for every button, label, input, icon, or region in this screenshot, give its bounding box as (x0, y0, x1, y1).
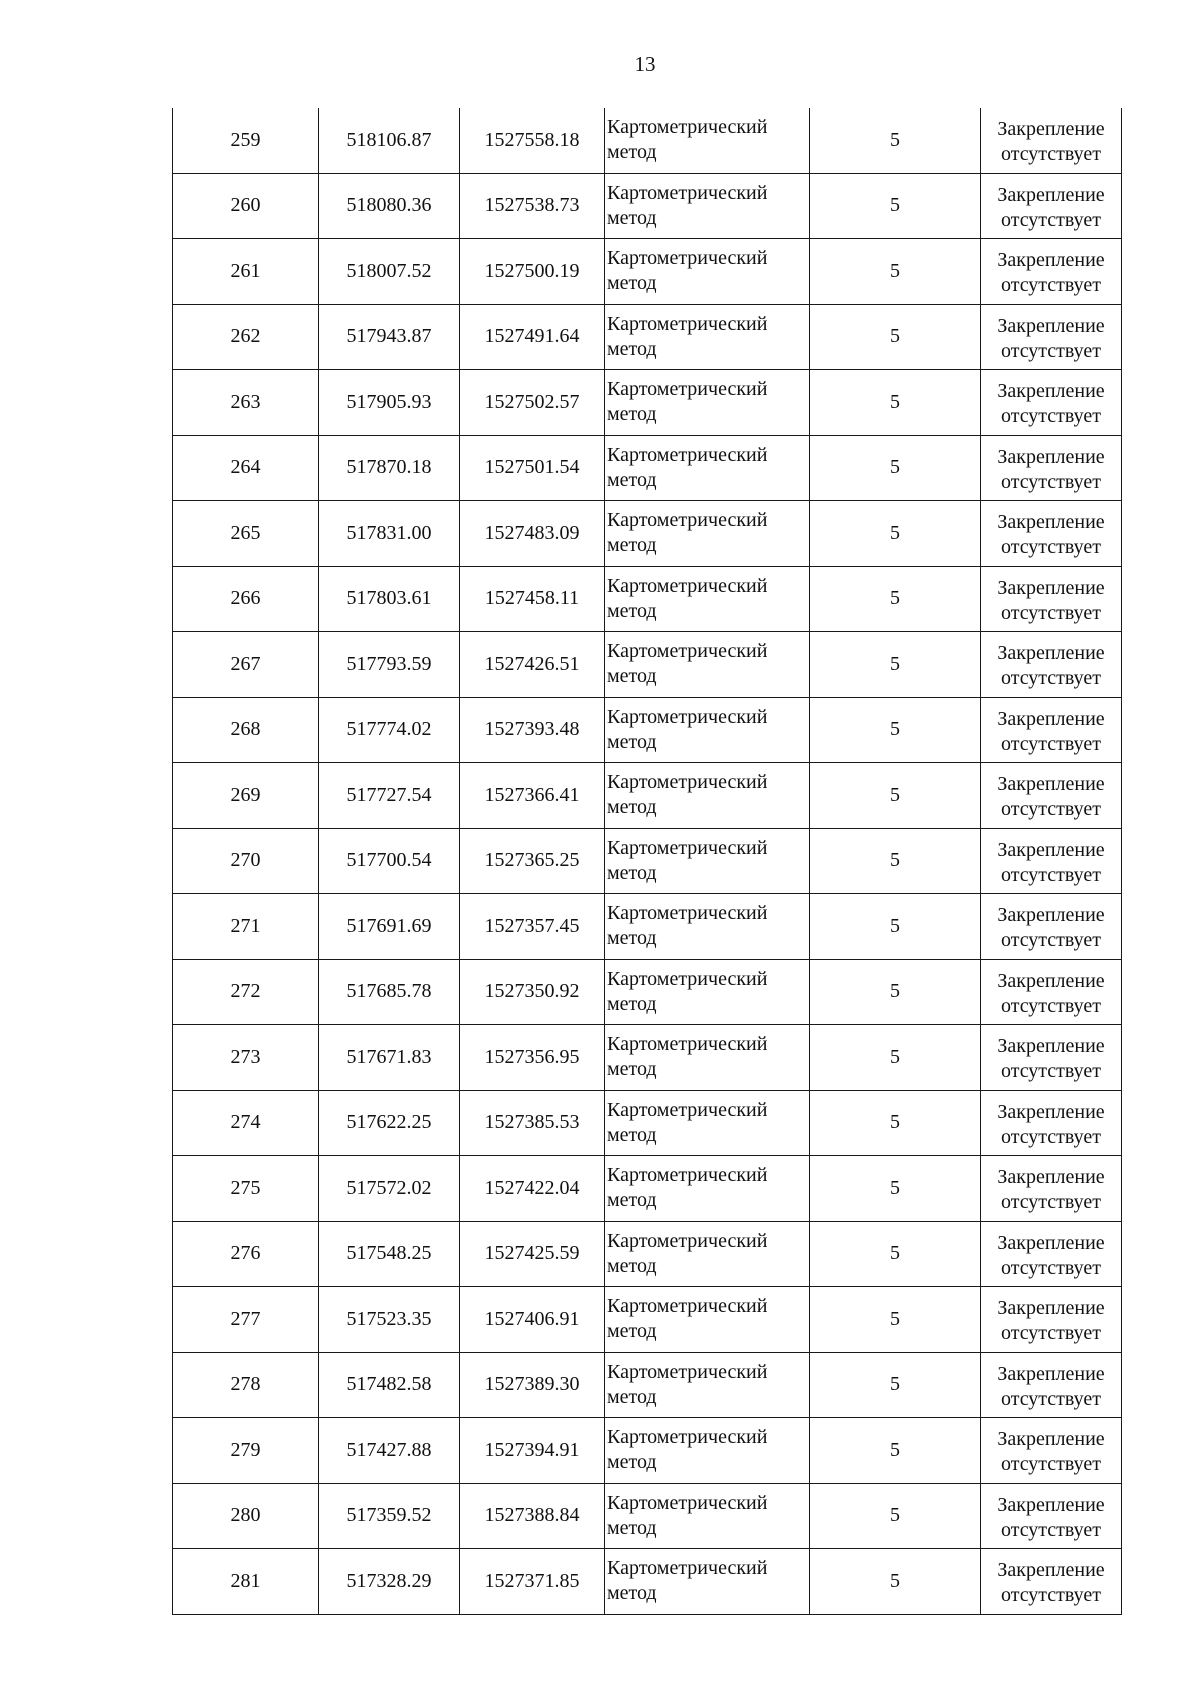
fixation-text-line: Закрепление (997, 314, 1105, 337)
x-coordinate-cell: 518106.87 (319, 108, 460, 173)
method-cell (605, 959, 810, 1025)
y-coordinate-cell: 1527501.54 (460, 435, 605, 501)
accuracy-cell: 5 (810, 1352, 981, 1418)
table-row (173, 894, 1122, 960)
method-text-line: метод (607, 861, 657, 884)
fixation-text-line: Закрепление (997, 1493, 1105, 1516)
y-coordinate-cell: 1527500.19 (460, 239, 605, 305)
table-row (173, 108, 1122, 173)
y-coordinate-cell: 1527406.91 (460, 1287, 605, 1353)
method-text-line: Картометрический (607, 574, 768, 597)
point-number-cell: 280 (173, 1483, 319, 1549)
table-row (173, 435, 1122, 501)
fixation-text-line: отсутствует (1000, 208, 1102, 231)
x-coordinate-cell: 517870.18 (319, 435, 460, 501)
fixation-text-line: Закрепление (997, 118, 1105, 141)
method-text-line: Картометрический (607, 1033, 768, 1056)
fixation-text-line: отсутствует (1000, 274, 1102, 297)
method-cell (605, 894, 810, 960)
fixation-cell (981, 108, 1122, 173)
fixation-text-line: отсутствует (1000, 601, 1102, 624)
y-coordinate-cell: 1527350.92 (460, 959, 605, 1025)
x-coordinate-cell: 517427.88 (319, 1418, 460, 1484)
fixation-text-line: отсутствует (1000, 667, 1102, 690)
x-coordinate-cell: 517803.61 (319, 566, 460, 632)
fixation-text-line: отсутствует (1000, 798, 1102, 821)
method-text-line: метод (607, 1582, 657, 1605)
point-number-cell: 262 (173, 304, 319, 370)
method-cell (605, 108, 810, 173)
fixation-cell (981, 501, 1122, 567)
table-row (173, 1221, 1122, 1287)
point-number-cell: 266 (173, 566, 319, 632)
point-number-cell: 264 (173, 435, 319, 501)
accuracy-cell: 5 (810, 828, 981, 894)
y-coordinate-cell: 1527385.53 (460, 1090, 605, 1156)
fixation-text-line: Закрепление (997, 445, 1105, 468)
table-row (173, 1483, 1122, 1549)
fixation-cell (981, 173, 1122, 239)
y-coordinate-cell: 1527422.04 (460, 1156, 605, 1222)
y-coordinate-cell: 1527425.59 (460, 1221, 605, 1287)
fixation-text-line: Закрепление (997, 511, 1105, 534)
fixation-text-line: отсутствует (1000, 1256, 1102, 1279)
method-text-line: Картометрический (607, 1295, 768, 1318)
y-coordinate-cell: 1527426.51 (460, 632, 605, 698)
x-coordinate-cell: 517548.25 (319, 1221, 460, 1287)
method-text-line: Картометрический (607, 378, 768, 401)
method-text-line: метод (607, 272, 657, 295)
method-text-line: метод (607, 1451, 657, 1474)
y-coordinate-cell: 1527388.84 (460, 1483, 605, 1549)
fixation-text-line: отсутствует (1000, 536, 1102, 559)
fixation-text-line: отсутствует (1000, 470, 1102, 493)
table-row (173, 697, 1122, 763)
fixation-text-line: Закрепление (997, 707, 1105, 730)
method-cell (605, 763, 810, 829)
x-coordinate-cell: 517943.87 (319, 304, 460, 370)
method-text-line: метод (607, 796, 657, 819)
fixation-cell (981, 763, 1122, 829)
y-coordinate-cell: 1527394.91 (460, 1418, 605, 1484)
fixation-cell (981, 697, 1122, 763)
fixation-cell (981, 894, 1122, 960)
method-text-line: Картометрический (607, 1491, 768, 1514)
fixation-cell (981, 1090, 1122, 1156)
y-coordinate-cell: 1527458.11 (460, 566, 605, 632)
table-row (173, 1156, 1122, 1222)
x-coordinate-cell: 517359.52 (319, 1483, 460, 1549)
y-coordinate-cell: 1527538.73 (460, 173, 605, 239)
table-row (173, 828, 1122, 894)
accuracy-cell: 5 (810, 239, 981, 305)
x-coordinate-cell: 517328.29 (319, 1549, 460, 1615)
fixation-text-line: отсутствует (1000, 863, 1102, 886)
method-text-line: Картометрический (607, 443, 768, 466)
fixation-text-line: отсутствует (1000, 1322, 1102, 1345)
y-coordinate-cell: 1527483.09 (460, 501, 605, 567)
fixation-text-line: Закрепление (997, 1362, 1105, 1385)
table-row (173, 1352, 1122, 1418)
fixation-cell (981, 435, 1122, 501)
method-text-line: Картометрический (607, 1426, 768, 1449)
method-cell (605, 173, 810, 239)
accuracy-cell: 5 (810, 173, 981, 239)
table-row (173, 959, 1122, 1025)
fixation-cell (981, 1418, 1122, 1484)
method-text-line: Картометрический (607, 181, 768, 204)
fixation-cell (981, 566, 1122, 632)
fixation-cell (981, 239, 1122, 305)
method-text-line: Картометрический (607, 1098, 768, 1121)
fixation-text-line: Закрепление (997, 1100, 1105, 1123)
table-row (173, 370, 1122, 436)
table-row (173, 173, 1122, 239)
method-cell (605, 566, 810, 632)
accuracy-cell: 5 (810, 1418, 981, 1484)
fixation-text-line: Закрепление (997, 838, 1105, 861)
method-text-line: метод (607, 927, 657, 950)
y-coordinate-cell: 1527356.95 (460, 1025, 605, 1091)
method-text-line: Картометрический (607, 312, 768, 335)
method-text-line: Картометрический (607, 1557, 768, 1580)
fixation-text-line: отсутствует (1000, 1125, 1102, 1148)
fixation-text-line: отсутствует (1000, 143, 1102, 166)
fixation-cell (981, 1221, 1122, 1287)
x-coordinate-cell: 518080.36 (319, 173, 460, 239)
accuracy-cell: 5 (810, 1483, 981, 1549)
fixation-text-line: Закрепление (997, 183, 1105, 206)
point-number-cell: 281 (173, 1549, 319, 1615)
fixation-text-line: отсутствует (1000, 1518, 1102, 1541)
fixation-text-line: Закрепление (997, 249, 1105, 272)
point-number-cell: 270 (173, 828, 319, 894)
x-coordinate-cell: 517700.54 (319, 828, 460, 894)
table-row (173, 501, 1122, 567)
x-coordinate-cell: 517793.59 (319, 632, 460, 698)
method-cell (605, 697, 810, 763)
x-coordinate-cell: 517523.35 (319, 1287, 460, 1353)
method-text-line: метод (607, 1385, 657, 1408)
accuracy-cell: 5 (810, 304, 981, 370)
method-text-line: метод (607, 468, 657, 491)
method-cell (605, 1418, 810, 1484)
point-number-cell: 272 (173, 959, 319, 1025)
fixation-cell (981, 370, 1122, 436)
fixation-text-line: отсутствует (1000, 1387, 1102, 1410)
fixation-text-line: Закрепление (997, 1559, 1105, 1582)
point-number-cell: 263 (173, 370, 319, 436)
fixation-text-line: отсутствует (1000, 732, 1102, 755)
fixation-text-line: Закрепление (997, 904, 1105, 927)
accuracy-cell: 5 (810, 763, 981, 829)
table-row (173, 632, 1122, 698)
fixation-text-line: отсутствует (1000, 994, 1102, 1017)
method-text-line: Картометрический (607, 116, 768, 139)
fixation-cell (981, 1352, 1122, 1418)
method-text-line: Картометрический (607, 771, 768, 794)
accuracy-cell: 5 (810, 435, 981, 501)
fixation-text-line: Закрепление (997, 1428, 1105, 1451)
x-coordinate-cell: 518007.52 (319, 239, 460, 305)
table-row (173, 763, 1122, 829)
method-text-line: Картометрический (607, 1360, 768, 1383)
method-text-line: Картометрический (607, 836, 768, 859)
method-cell (605, 1483, 810, 1549)
accuracy-cell: 5 (810, 1025, 981, 1091)
y-coordinate-cell: 1527357.45 (460, 894, 605, 960)
point-number-cell: 265 (173, 501, 319, 567)
accuracy-cell: 5 (810, 1221, 981, 1287)
method-cell (605, 1156, 810, 1222)
point-number-cell: 276 (173, 1221, 319, 1287)
fixation-text-line: Закрепление (997, 576, 1105, 599)
x-coordinate-cell: 517727.54 (319, 763, 460, 829)
method-cell (605, 1025, 810, 1091)
table-row (173, 239, 1122, 305)
fixation-cell (981, 1025, 1122, 1091)
fixation-text-line: отсутствует (1000, 339, 1102, 362)
fixation-text-line: Закрепление (997, 380, 1105, 403)
method-cell (605, 1352, 810, 1418)
method-cell (605, 1549, 810, 1615)
fixation-text-line: отсутствует (1000, 1060, 1102, 1083)
method-cell (605, 632, 810, 698)
method-text-line: метод (607, 665, 657, 688)
accuracy-cell: 5 (810, 894, 981, 960)
fixation-cell (981, 1287, 1122, 1353)
fixation-text-line: отсутствует (1000, 1584, 1102, 1607)
method-cell (605, 1221, 810, 1287)
y-coordinate-cell: 1527502.57 (460, 370, 605, 436)
method-text-line: Картометрический (607, 640, 768, 663)
table-row (173, 566, 1122, 632)
x-coordinate-cell: 517691.69 (319, 894, 460, 960)
point-number-cell: 273 (173, 1025, 319, 1091)
point-number-cell: 271 (173, 894, 319, 960)
table-row (173, 1090, 1122, 1156)
accuracy-cell: 5 (810, 108, 981, 173)
point-number-cell: 267 (173, 632, 319, 698)
fixation-text-line: Закрепление (997, 969, 1105, 992)
method-text-line: метод (607, 1123, 657, 1146)
accuracy-cell: 5 (810, 1549, 981, 1615)
accuracy-cell: 5 (810, 1287, 981, 1353)
accuracy-cell: 5 (810, 1156, 981, 1222)
fixation-text-line: Закрепление (997, 642, 1105, 665)
method-text-line: Картометрический (607, 967, 768, 990)
page-number: 13 (634, 52, 656, 76)
x-coordinate-cell: 517774.02 (319, 697, 460, 763)
accuracy-cell: 5 (810, 1090, 981, 1156)
accuracy-cell: 5 (810, 959, 981, 1025)
method-text-line: метод (607, 141, 657, 164)
fixation-text-line: отсутствует (1000, 405, 1102, 428)
method-cell (605, 239, 810, 305)
method-cell (605, 304, 810, 370)
point-number-cell: 268 (173, 697, 319, 763)
point-number-cell: 277 (173, 1287, 319, 1353)
point-number-cell: 278 (173, 1352, 319, 1418)
fixation-text-line: Закрепление (997, 1297, 1105, 1320)
point-number-cell: 274 (173, 1090, 319, 1156)
point-number-cell: 275 (173, 1156, 319, 1222)
fixation-cell (981, 828, 1122, 894)
method-cell (605, 1287, 810, 1353)
accuracy-cell: 5 (810, 370, 981, 436)
method-cell (605, 1090, 810, 1156)
y-coordinate-cell: 1527366.41 (460, 763, 605, 829)
fixation-cell (981, 632, 1122, 698)
x-coordinate-cell: 517622.25 (319, 1090, 460, 1156)
point-number-cell: 279 (173, 1418, 319, 1484)
accuracy-cell: 5 (810, 501, 981, 567)
method-text-line: метод (607, 992, 657, 1015)
point-number-cell: 261 (173, 239, 319, 305)
coordinates-table (172, 108, 1122, 1615)
method-cell (605, 828, 810, 894)
y-coordinate-cell: 1527491.64 (460, 304, 605, 370)
method-cell (605, 370, 810, 436)
method-text-line: метод (607, 730, 657, 753)
fixation-text-line: отсутствует (1000, 929, 1102, 952)
method-text-line: метод (607, 1254, 657, 1277)
accuracy-cell: 5 (810, 697, 981, 763)
fixation-cell (981, 1549, 1122, 1615)
method-text-line: метод (607, 534, 657, 557)
y-coordinate-cell: 1527365.25 (460, 828, 605, 894)
method-text-line: Картометрический (607, 247, 768, 270)
point-number-cell: 259 (173, 108, 319, 173)
coordinates-table-body (173, 108, 1122, 1614)
method-text-line: метод (607, 1516, 657, 1539)
x-coordinate-cell: 517482.58 (319, 1352, 460, 1418)
method-cell (605, 501, 810, 567)
method-cell (605, 435, 810, 501)
method-text-line: метод (607, 337, 657, 360)
table-row (173, 1549, 1122, 1615)
method-text-line: Картометрический (607, 902, 768, 925)
y-coordinate-cell: 1527389.30 (460, 1352, 605, 1418)
fixation-cell (981, 1156, 1122, 1222)
accuracy-cell: 5 (810, 632, 981, 698)
fixation-text-line: отсутствует (1000, 1453, 1102, 1476)
method-text-line: метод (607, 1058, 657, 1081)
method-text-line: метод (607, 206, 657, 229)
method-text-line: метод (607, 403, 657, 426)
accuracy-cell: 5 (810, 566, 981, 632)
fixation-cell (981, 304, 1122, 370)
y-coordinate-cell: 1527558.18 (460, 108, 605, 173)
fixation-cell (981, 1483, 1122, 1549)
method-text-line: Картометрический (607, 705, 768, 728)
x-coordinate-cell: 517685.78 (319, 959, 460, 1025)
point-number-cell: 269 (173, 763, 319, 829)
table-row (173, 1287, 1122, 1353)
x-coordinate-cell: 517831.00 (319, 501, 460, 567)
fixation-text-line: Закрепление (997, 1166, 1105, 1189)
method-text-line: метод (607, 1189, 657, 1212)
y-coordinate-cell: 1527393.48 (460, 697, 605, 763)
method-text-line: Картометрический (607, 1229, 768, 1252)
fixation-text-line: Закрепление (997, 1231, 1105, 1254)
table-row (173, 1418, 1122, 1484)
fixation-text-line: отсутствует (1000, 1191, 1102, 1214)
method-text-line: метод (607, 599, 657, 622)
fixation-text-line: Закрепление (997, 1035, 1105, 1058)
table-row (173, 304, 1122, 370)
x-coordinate-cell: 517905.93 (319, 370, 460, 436)
table-row (173, 1025, 1122, 1091)
fixation-cell (981, 959, 1122, 1025)
fixation-text-line: Закрепление (997, 773, 1105, 796)
method-text-line: Картометрический (607, 509, 768, 532)
method-text-line: Картометрический (607, 1164, 768, 1187)
x-coordinate-cell: 517572.02 (319, 1156, 460, 1222)
x-coordinate-cell: 517671.83 (319, 1025, 460, 1091)
point-number-cell: 260 (173, 173, 319, 239)
y-coordinate-cell: 1527371.85 (460, 1549, 605, 1615)
method-text-line: метод (607, 1320, 657, 1343)
